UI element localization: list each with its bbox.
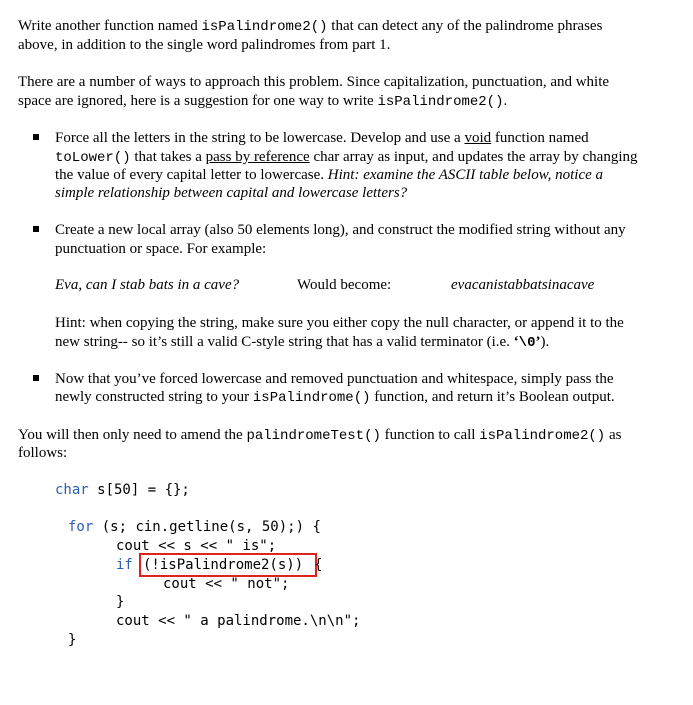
bullet2-line-2: punctuation or space. For example: [55,241,267,257]
bullet1-line-3 [55,166,603,184]
bullet-marker [33,226,39,232]
approach-line-2 [18,92,507,111]
code-line-for [68,518,321,536]
bullet3-text: function, and return it’s Boolean output. [370,389,615,405]
approach-text: . [503,93,508,109]
if-condition: (!isPalindrome2(s)) [143,557,304,573]
code-line-if [116,556,133,574]
function-name-ispalindrome2: isPalindrome2() [201,19,328,35]
amend-text: as [605,427,622,443]
bullet1-text: that takes a [130,149,206,165]
function-name-tolower: toLower() [55,150,131,166]
hint-text: new string-- so it’s still a valid C-style string that has a valid terminator (i.e. [55,334,514,350]
quote-open: ‘ [513,334,519,350]
function-name-ispalindrome2: isPalindrome2() [479,428,606,444]
code-line-cout-not: cout << " not"; [163,576,290,592]
example-input: Eva, can I stab bats in a cave? [55,277,240,293]
intro-text: that can detect any of the palindrome phrases [327,18,603,34]
function-name-ispalindrome2: isPalindrome2() [377,94,504,110]
bullet2-hint-line-2 [55,333,549,352]
amend-line-2: follows: [18,445,68,461]
pass-by-reference-text: pass by reference [205,149,310,165]
keyword-for: for [68,519,94,535]
code-text: s[50] = {}; [88,482,190,498]
example-mid-label: Would become: [297,277,392,293]
bullet3-line-1: Now that you’ve forced lowercase and removed punctuation and whitespace, simply pass the [55,371,614,387]
example-output: evacanistabbatsinacave [451,277,595,293]
if-brace: { [314,557,323,573]
bullet-marker [33,134,39,140]
bullet1-line-2 [55,148,638,167]
void-link-text: void [464,130,492,146]
bullet1-text: char array as input, and updates the array by changing [309,149,638,165]
approach-line-1: There are a number of ways to approach this problem. Since capitalization, punctuation, and white [18,74,610,90]
bullet2-line-1: Create a new local array (also 50 elements long), and construct the modified string without any [55,222,626,238]
function-name-ispalindrome: isPalindrome() [252,390,371,406]
code-line-decl [55,481,190,499]
bullet1-text: the value of every capital letter to lowercase. [55,167,328,183]
code-text: (s; cin.getline(s, 50);) { [93,519,321,535]
bullet3-line-2 [55,388,615,407]
bullet1-text: Force all the letters in the string to be lowercase. Develop and use a [55,130,465,146]
amend-text: You will then only need to amend the [18,427,247,443]
code-line-cout-is: cout << s << " is"; [116,538,277,554]
bullet1-line-1 [55,129,589,147]
intro-line-2: above, in addition to the single word palindromes from part 1. [18,37,391,53]
intro-text: Write another function named [18,18,202,34]
null-char-code: \0 [518,335,536,351]
quote-close: ’ [535,334,541,350]
keyword-char: char [55,482,89,498]
function-name-palindrometest: palindromeTest() [246,428,381,444]
bullet-marker [33,375,39,381]
amend-line-1 [18,426,621,445]
intro-line-1 [18,17,602,36]
hint-text: ). [540,334,550,350]
keyword-if: if [116,557,133,573]
bullet3-text: newly constructed string to your [55,389,253,405]
bullet2-hint-line-1: Hint: when copying the string, make sure you either copy the null character, or append it to the [55,315,624,331]
ascii-hint: Hint: examine the ASCII table below, notice a [327,167,604,183]
amend-text: function to call [380,427,480,443]
code-line-cout-palindrome: cout << " a palindrome.\n\n"; [116,613,361,629]
code-line-close-if: } [116,594,125,610]
approach-text: space are ignored, here is a suggestion for one way to write [18,93,378,109]
bullet1-line-4: simple relationship between capital and lowercase letters? [55,185,408,201]
bullet1-text: function named [491,130,589,146]
code-line-close-for: } [68,632,77,648]
